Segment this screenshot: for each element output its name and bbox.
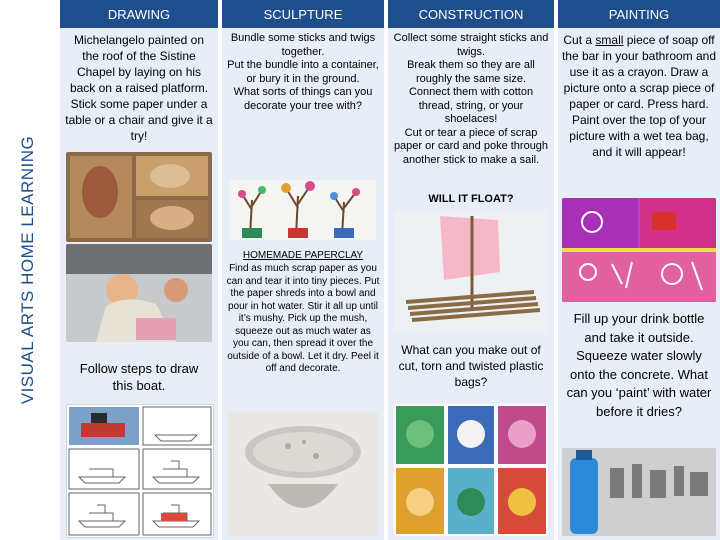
header-drawing: DRAWING [60,0,218,28]
side-title [0,0,56,540]
will-it-float-heading: WILL IT FLOAT? [428,193,514,205]
construction-text-1: Collect some straight sticks and twigs. Break them so they are all roughly the same size. Connect them with cotton thread, string, or your shoelaces! Cut or tear a piece of scrap paper or card and poke through another stick to make a sail. [393,32,549,166]
stick-raft-image [394,210,548,332]
water-bottle-painting-image [562,448,716,536]
paperclay-text: Find as much scrap paper as you can and tear it into tiny pieces. Put the paper shreds into a bowl and pour in hot water. Stir it all up until it’s mushy. Pick up the mush, squeeze out as much water as you can, then spread it over the outside of a bowl. Let it dry. Peel it off and decorate. [226,263,380,374]
header-sculpture: SCULPTURE [222,0,384,28]
child-drawing-under-table-image [66,244,212,342]
construction-text-2: What can you make out of cut, torn and twisted plastic bags? [398,343,544,389]
paperclay-heading: HOMEMADE PAPERCLAY [242,250,364,261]
side-title-text: VISUAL ARTS HOME LEARNING [18,135,37,405]
column-painting [558,0,720,540]
header-painting: PAINTING [558,0,720,28]
sistine-chapel-image [66,152,212,242]
stick-tree-image [230,180,376,240]
column-sculpture [222,0,384,540]
painting-text-1b: piece of soap off the bar in your bathroom and use it as a crayon. Draw a picture onto a scrap piece of paper or card. Press hard. Paint over the top of your picture with a wet tea bag, and it will appear! [561,33,717,159]
sculpture-text-1: Bundle some sticks and twigs together. Put the bundle into a container, or bury it in the ground. What sorts of things can you decorate your tree with? [227,32,379,112]
drawing-text-2: Follow steps to draw this boat. [79,361,199,393]
painting-text-2: Fill up your drink bottle and take it outside. Squeeze water slowly onto the concrete. What can you ‘paint’ with water before it dries? [566,311,712,419]
column-drawing [60,0,218,540]
column-construction [388,0,554,540]
painting-text-1 [560,32,718,160]
painting-text-1u: small [595,33,624,47]
soap-painting-image [562,198,716,302]
paperclay-bowl-image [228,412,378,536]
header-construction: CONSTRUCTION [388,0,554,28]
boat-drawing-steps-image [66,404,214,538]
painting-text-1a: Cut a [563,33,596,47]
drawing-text-1: Michelangelo painted on the roof of the Sistine Chapel by laying on his back on a raised platform. Stick some paper under a table or a chair and give it a try! [65,33,213,143]
plastic-bag-crafts-image [394,404,548,536]
